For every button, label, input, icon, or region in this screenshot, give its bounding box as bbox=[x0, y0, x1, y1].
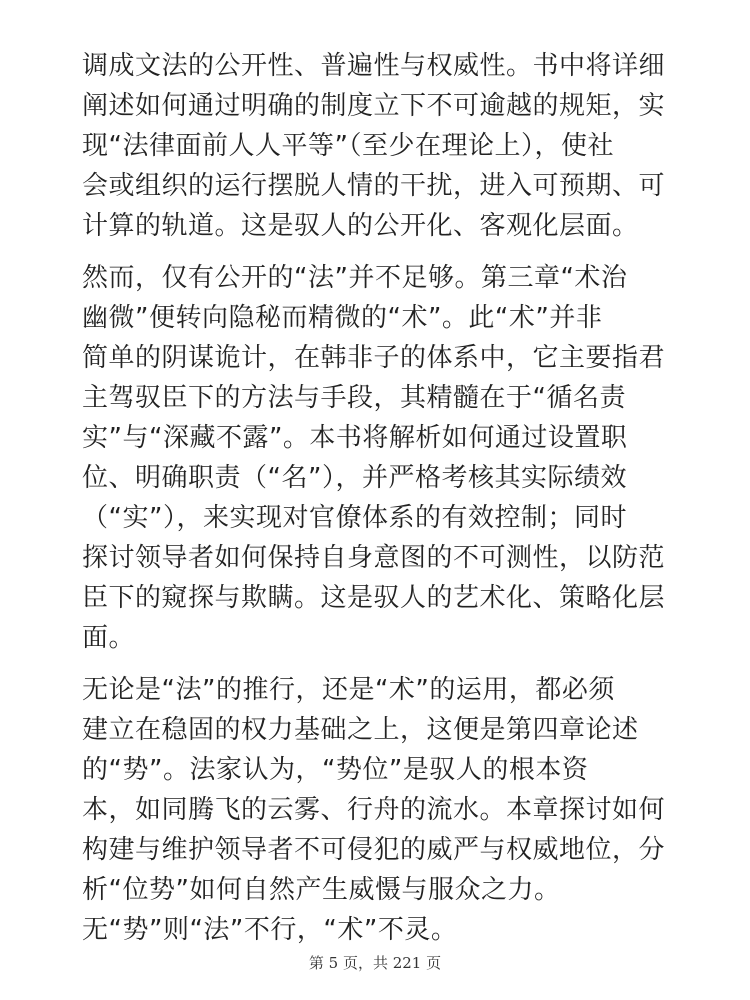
page-number-footer: 第 5 页，共 221 页 bbox=[308, 954, 442, 972]
text-line: 建立在稳固的权力基础之上，这便是第四章论述 bbox=[82, 715, 639, 745]
text-line: 然而，仅有公开的“法”并不足够。第三章“术治 bbox=[82, 263, 628, 293]
paragraph-spacer bbox=[82, 658, 672, 670]
text-line: 无论是“法”的推行，还是“术”的运用，都必须 bbox=[82, 675, 615, 705]
text-line: 会或组织的运行摆脱人情的干扰，进入可预期、可 bbox=[82, 171, 666, 201]
text-line: 构建与维护领导者不可侵犯的威严与权威地位，分 bbox=[82, 835, 666, 865]
text-line: 本，如同腾飞的云雾、行舟的流水。本章探讨如何 bbox=[82, 795, 666, 825]
paragraph-2 bbox=[82, 258, 672, 658]
text-line: 幽微”便转向隐秘而精微的“术”。此“术”并非 bbox=[82, 303, 603, 333]
text-body bbox=[82, 46, 672, 950]
text-line: 调成文法的公开性、普遍性与权威性。书中将详细 bbox=[82, 51, 666, 81]
text-line: 简单的阴谋诡计，在韩非子的体系中，它主要指君 bbox=[82, 343, 666, 373]
text-line: 实”与“深藏不露”。本书将解析如何通过设置职 bbox=[82, 423, 628, 453]
text-line: 析“位势”如何自然产生威慑与服众之力。 bbox=[82, 875, 561, 905]
text-line: 阐述如何通过明确的制度立下不可逾越的规矩，实 bbox=[82, 91, 666, 121]
paragraph-1 bbox=[82, 46, 672, 246]
text-line: 探讨领导者如何保持自身意图的不可测性，以防范 bbox=[82, 543, 666, 573]
paragraph-spacer bbox=[82, 246, 672, 258]
text-line: 现“法律面前人人平等”（至少在理论上），使社 bbox=[82, 131, 614, 161]
text-line: （“实”），来实现对官僚体系的有效控制；同时 bbox=[82, 503, 627, 533]
paragraph-3 bbox=[82, 670, 672, 950]
text-line: 面。 bbox=[82, 623, 136, 653]
text-line: 无“势”则“法”不行，“术”不灵。 bbox=[82, 915, 458, 945]
text-line: 位、明确职责（“名”），并严格考核其实际绩效 bbox=[82, 463, 627, 493]
text-line: 计算的轨道。这是驭人的公开化、客观化层面。 bbox=[82, 211, 639, 241]
text-line: 的“势”。法家认为，“势位”是驭人的根本资 bbox=[82, 755, 589, 785]
text-line: 臣下的窥探与欺瞒。这是驭人的艺术化、策略化层 bbox=[82, 583, 666, 613]
text-line: 主驾驭臣下的方法与手段，其精髓在于“循名责 bbox=[82, 383, 626, 413]
